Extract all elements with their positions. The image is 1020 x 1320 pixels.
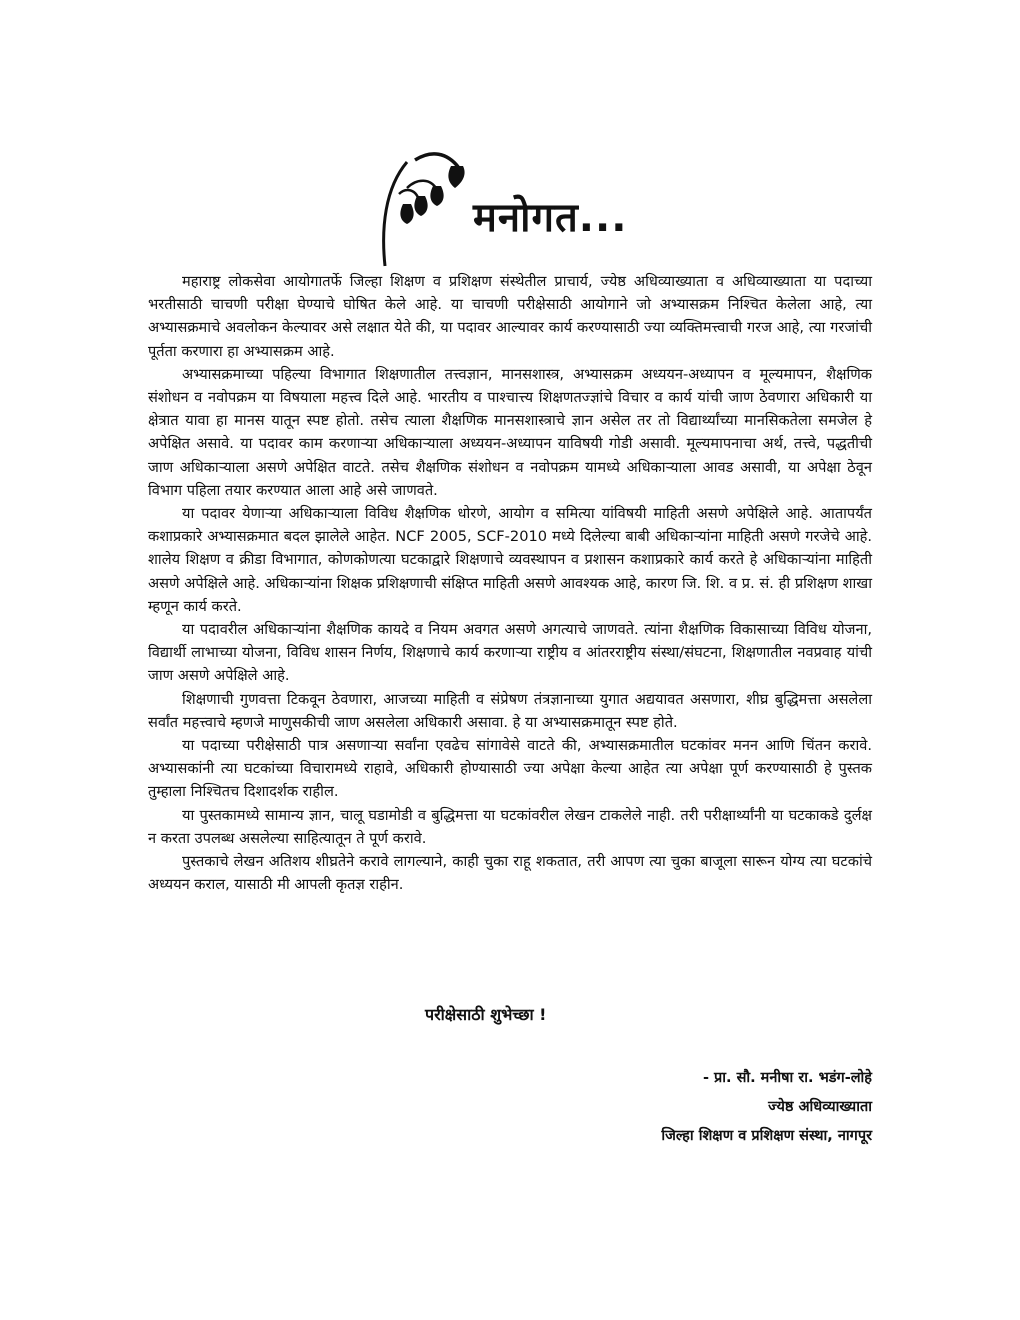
paragraph: या पदावरील अधिकाऱ्यांना शैक्षणिक कायदे व नियम अवगत असणे अगत्याचे जाणवते. त्यांना शैक्षणिक विकासाच्या विविध योजना, विद्यार्थी लाभाच्या योजना, विविध शासन निर्णय, शिक्षणाचे कार्य करणाऱ्या राष्ट्रीय व आंतरराष्ट्रीय संस्था/संघटना, शिक्षणातील नवप्रवाह यांची जाण असणे अपेक्षिले आहे. [148, 621, 872, 685]
author-institution: जिल्हा शिक्षण व प्रशिक्षण संस्था, नागपूर [661, 1128, 872, 1144]
body-text [148, 270, 872, 896]
paragraph: शिक्षणाची गुणवत्ता टिकवून ठेवणारा, आजच्या माहिती व संप्रेषण तंत्रज्ञानाच्या युगात अद्ययावत असणारा, शीघ्र बुद्धिमत्ता असलेला सर्वांत महत्त्वाचे म्हणजे माणुसकीची जाण असलेला अधिकारी असावा. हे या अभ्यासक्रमातून स्पष्ट होते. [148, 690, 872, 731]
header [375, 148, 675, 268]
page-title: मनोगत... [473, 195, 628, 241]
paragraph: महाराष्ट्र लोकसेवा आयोगातर्फे जिल्हा शिक्षण व प्रशिक्षण संस्थेतील प्राचार्य, ज्येष्ठ अधिव्याख्याता व अधिव्याख्याता या पदाच्या भरतीसाठी चाचणी परीक्षा घेण्याचे घोषित केले आहे. या चाचणी परीक्षेसाठी आयोगाने जो अभ्यासक्रम निश्चित केलेला आहे, त्या अभ्यासक्रमाचे अवलोकन केल्यावर असे लक्षात येते की, या पदावर आल्यावर कार्य करण्यासाठी ज्या व्यक्तिमत्त्वाची गरज आहे, त्या गरजांची पूर्तता करणारा हा अभ्यासक्रम आहे. [148, 273, 872, 360]
paragraph: पुस्तकाचे लेखन अतिशय शीघ्रतेने करावे लागल्याने, काही चुका राहू शकतात, तरी आपण त्या चुका बाजूला सारून योग्य त्या घटकांचे अध्ययन कराल, यासाठी मी आपली कृतज्ञ राहीन. [148, 853, 872, 894]
signature-block [661, 1064, 872, 1151]
author-name: - प्रा. सौ. मनीषा रा. भडंग-लोहे [702, 1070, 872, 1086]
paragraph: या पुस्तकामध्ये सामान्य ज्ञान, चालू घडामोडी व बुद्धिमत्ता या घटकांवरील लेखन टाकलेले नाही. तरी परीक्षार्थ्यांनी या घटकाकडे दुर्लक्ष न करता उपलब्ध असलेल्या साहित्यातून ते पूर्ण करावे. [148, 806, 872, 847]
hanging-bellflower-icon [375, 148, 475, 268]
author-designation: ज्येष्ठ अधिव्याख्याता [768, 1099, 872, 1115]
paragraph: अभ्यासक्रमाच्या पहिल्या विभागात शिक्षणातील तत्त्वज्ञान, मानसशास्त्र, अभ्यासक्रम अध्ययन-अध्यापन व मूल्यमापन, शैक्षणिक संशोधन व नवोपक्रम या विषयाला महत्त्व दिले आहे. भारतीय व पाश्चात्त्य शिक्षणतज्ज्ञांचे विचार व कार्य यांची जाण ठेवणारा अधिकारी या क्षेत्रात यावा हा मानस यातून स्पष्ट होतो. तसेच त्याला शैक्षणिक मानसशास्त्राचे ज्ञान असेल तर तो विद्यार्थ्यांच्या मानसिकतेला समजेल हे अपेक्षित असावे. या पदावर काम करणाऱ्या अधिकाऱ्याला अध्ययन-अध्यापन याविषयी गोडी असावी. मूल्यमापनाचा अर्थ, तत्त्वे, पद्धतीची जाण अधिकाऱ्याला असणे अपेक्षित वाटते. तसेच शैक्षणिक संशोधन व नवोपक्रम यामध्ये अधिकाऱ्याला आवड असावी, या अपेक्षा ठेवून विभाग पहिला तयार करण्यात आला आहे असे जाणवते. [148, 365, 872, 499]
paragraph: या पदावर येणाऱ्या अधिकाऱ्याला विविध शैक्षणिक धोरणे, आयोग व समित्या यांविषयी माहिती असणे अपेक्षिले आहे. आतापर्यंत कशाप्रकारे अभ्यासक्रमात बदल झालेले आहेत. NCF 2005, SCF-2010 मध्ये दिलेल्या बाबी अधिकाऱ्यांना माहिती असणे गरजेचे आहे. शालेय शिक्षण व क्रीडा विभागात, कोणकोणत्या घटकाद्वारे शिक्षणाचे व्यवस्थापन व प्रशासन कशाप्रकारे कार्य करते हे अधिकाऱ्यांना माहिती असणे अपेक्षिले आहे. अधिकाऱ्यांना शिक्षक प्रशिक्षणाची संक्षिप्त माहिती असणे आवश्यक आहे, कारण जि. शि. व प्र. सं. ही प्रशिक्षण शाखा म्हणून कार्य करते. [148, 505, 873, 615]
paragraph: या पदाच्या परीक्षेसाठी पात्र असणाऱ्या सर्वांना एवढेच सांगावेसे वाटते की, अभ्यासक्रमातील घटकांवर मनन आणि चिंतन करावे. अभ्यासकांनी त्या घटकांच्या विचारामध्ये राहावे, अधिकारी होण्यासाठी ज्या अपेक्षा केल्या आहेत त्या अपेक्षा पूर्ण करण्यासाठी हे पुस्तक तुम्हाला निश्चितच दिशादर्शक राहील. [148, 737, 872, 801]
greeting: परीक्षेसाठी शुभेच्छा ! [425, 1005, 547, 1024]
